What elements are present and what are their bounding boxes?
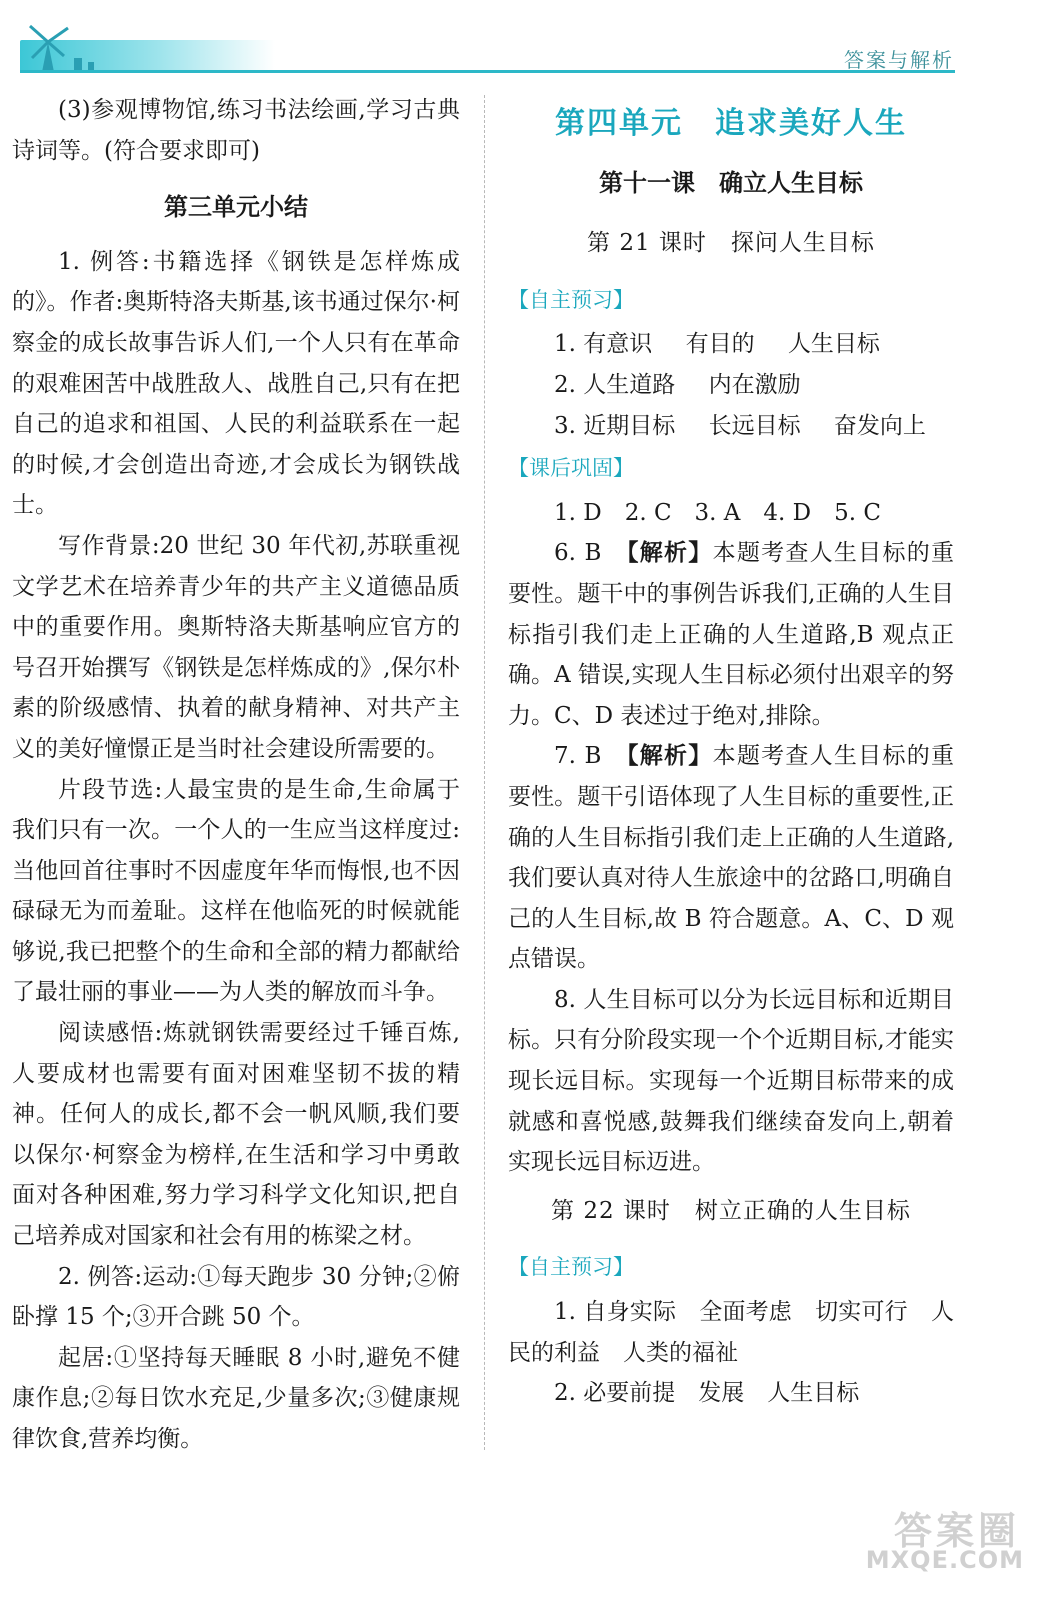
- mc-answers: 1. D 2. C 3. A 4. D 5. C: [554, 499, 881, 526]
- paragraph: 起居:①坚持每天睡眠 8 小时,避免不健康作息;②每日饮水充足,少量多次;③健康规律饮食,营养均衡。: [12, 1344, 460, 1452]
- section-tag-preview-2: 【自主预习】: [508, 1255, 634, 1280]
- answer-item: 1. 有意识: [554, 331, 653, 358]
- answer-item: 3. 近期目标: [554, 412, 676, 439]
- q6-analysis-label: 【解析】: [626, 540, 713, 567]
- paragraph: 写作背景:20 世纪 30 年代初,苏联重视文学艺术在培养青少年的共产主义道德品质中的重要作用。奥斯特洛夫斯基响应官方的号召开始撰写《钢铁是怎样炼成的》,保尔朴素的阶级感情、执着的献身精神、对共产主义的美好憧憬正是当时社会建设所需要的。: [12, 532, 460, 762]
- left-column: [12, 90, 460, 1460]
- preview22-line-2: 2. 必要前提 发展 人生目标: [554, 1380, 860, 1407]
- answer-line: [508, 406, 954, 447]
- question-8: 8. 人生目标可以分为长远目标和近期目标。只有分阶段实现一个个近期目标,才能实现长远目标。实现每一个近期目标带来的成就感和喜悦感,鼓舞我们继续奋发向上,朝着实现长远目标迈进。: [508, 986, 954, 1176]
- question-6: [508, 533, 954, 736]
- answer-item: 人生目标: [787, 331, 880, 358]
- unit3-summary-heading: 第三单元小结: [164, 193, 308, 222]
- question-7: [508, 736, 954, 980]
- q7-answer: 7. B: [554, 743, 627, 770]
- page-header: [0, 0, 1054, 80]
- column-divider: [484, 95, 485, 1450]
- paragraph: 阅读感悟:炼就钢铁需要经过千锤百炼,人要成材也需要有面对困难坚韧不拔的精神。任何人的成长,都不会一帆风顺,我们要以保尔·柯察金为榜样,在生活和学习中勇敢面对各种困难,努力学习科学文化知识,把自己培养成对国家和社会有用的栋梁之材。: [12, 1020, 460, 1250]
- header-title: 答案与解析: [844, 48, 954, 72]
- watermark-url: MXQE.COM: [865, 1546, 1024, 1574]
- q6-answer: 6. B: [554, 540, 627, 567]
- section-tag-review: 【课后巩固】: [508, 456, 634, 481]
- answer-item: 2. 人生道路: [554, 371, 676, 398]
- answer-line: [508, 324, 954, 365]
- answer-line: [508, 365, 954, 406]
- header-rule: [20, 70, 955, 73]
- section-tag-preview: 【自主预习】: [508, 287, 634, 312]
- period21-title: 第 21 课时 探问人生目标: [587, 230, 875, 257]
- windmill-icon: [18, 14, 108, 74]
- answer-item: 奋发向上: [833, 412, 926, 439]
- watermark-text: 答案圈: [893, 1509, 1020, 1553]
- unit4-title: 第四单元 追求美好人生: [555, 106, 907, 141]
- q6-analysis-text: 本题考查人生目标的重要性。题干中的事例告诉我们,正确的人生目标指引我们走上正确的人生道路,B 观点正确。A 错误,实现人生目标必须付出艰辛的努力。C、D 表述过于绝对,排除。: [508, 540, 954, 729]
- right-column: [508, 90, 954, 1414]
- paragraph: 2. 例答:运动:①每天跑步 30 分钟;②俯卧撑 15 个;③开合跳 50 个。: [12, 1263, 460, 1331]
- paragraph: 1. 例答:书籍选择《钢铁是怎样炼成的》。作者:奥斯特洛夫斯基,该书通过保尔·柯察金的成长故事告诉人们,一个人只有在革命的艰难困苦中战胜敌人、战胜自己,只有在把自己的追求和祖国、人民的利益联系在一起的时候,才会创造出奇迹,才会成长为钢铁战士。: [12, 248, 460, 519]
- answer-item: 内在激励: [708, 371, 801, 398]
- watermark-logo: [830, 1500, 1030, 1580]
- left-intro: (3)参观博物馆,练习书法绘画,学习古典诗词等。(符合要求即可): [12, 97, 460, 164]
- answer-item: 有目的: [685, 331, 755, 358]
- period22-title: 第 22 课时 树立正确的人生目标: [551, 1197, 911, 1224]
- paragraph: 片段节选:人最宝贵的是生命,生命属于我们只有一次。一个人的一生应当这样度过:当他回首往事时不因虚度年华而悔恨,也不因碌碌无为而羞耻。这样在他临死的时候就能够说,我已把整个的生命和全部的精力都献给了最壮丽的事业——为人类的解放而斗争。: [12, 776, 460, 1006]
- q7-analysis-label: 【解析】: [626, 743, 713, 770]
- lesson11-title: 第十一课 确立人生目标: [599, 168, 863, 197]
- answer-item: 长远目标: [708, 412, 801, 439]
- q7-analysis-text: 本题考查人生目标的重要性。题干引语体现了人生目标的重要性,正确的人生目标指引我们走上正确的人生道路,我们要认真对待人生旅途中的岔路口,明确自己的人生目标,故 B 符合题意。A、C、D 观点错误。: [508, 743, 954, 973]
- preview22-line-1: 1. 自身实际 全面考虑 切实可行 人民的利益 人类的福祉: [508, 1299, 954, 1366]
